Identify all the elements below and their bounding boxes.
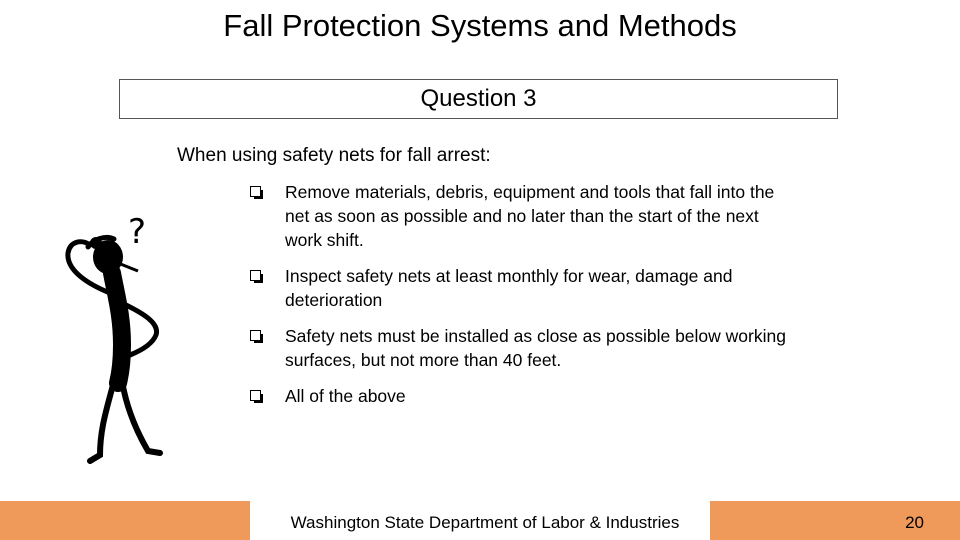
answer-option-text: Inspect safety nets at least monthly for wear, damage and deterioration (285, 266, 733, 310)
thinking-stick-figure-icon (60, 205, 180, 470)
answer-option-4[interactable] (250, 384, 795, 408)
checkbox-icon[interactable] (250, 186, 261, 197)
checkbox-icon[interactable] (250, 330, 261, 341)
answer-option-1[interactable] (250, 180, 795, 252)
answer-option-3[interactable] (250, 324, 795, 372)
slide-title: Fall Protection Systems and Methods (223, 8, 737, 43)
answer-option-text: Remove materials, debris, equipment and tools that fall into the net as soon as possible and no later than the start of the next work shift. (285, 182, 775, 250)
answer-option-text: All of the above (285, 386, 406, 406)
slide-number: 20 (905, 513, 924, 532)
answer-option-text: Safety nets must be installed as close as possible below working surfaces, but not more than 40 feet. (285, 326, 786, 370)
checkbox-icon[interactable] (250, 270, 261, 281)
answer-option-2[interactable] (250, 264, 795, 312)
question-text: When using safety nets for fall arrest: (177, 145, 491, 166)
checkbox-icon[interactable] (250, 390, 261, 401)
question-heading-box: Question 3 (119, 79, 838, 119)
footer-organization: Washington State Department of Labor & Industries (290, 513, 680, 532)
question-mark-glyph: ? (128, 212, 147, 252)
